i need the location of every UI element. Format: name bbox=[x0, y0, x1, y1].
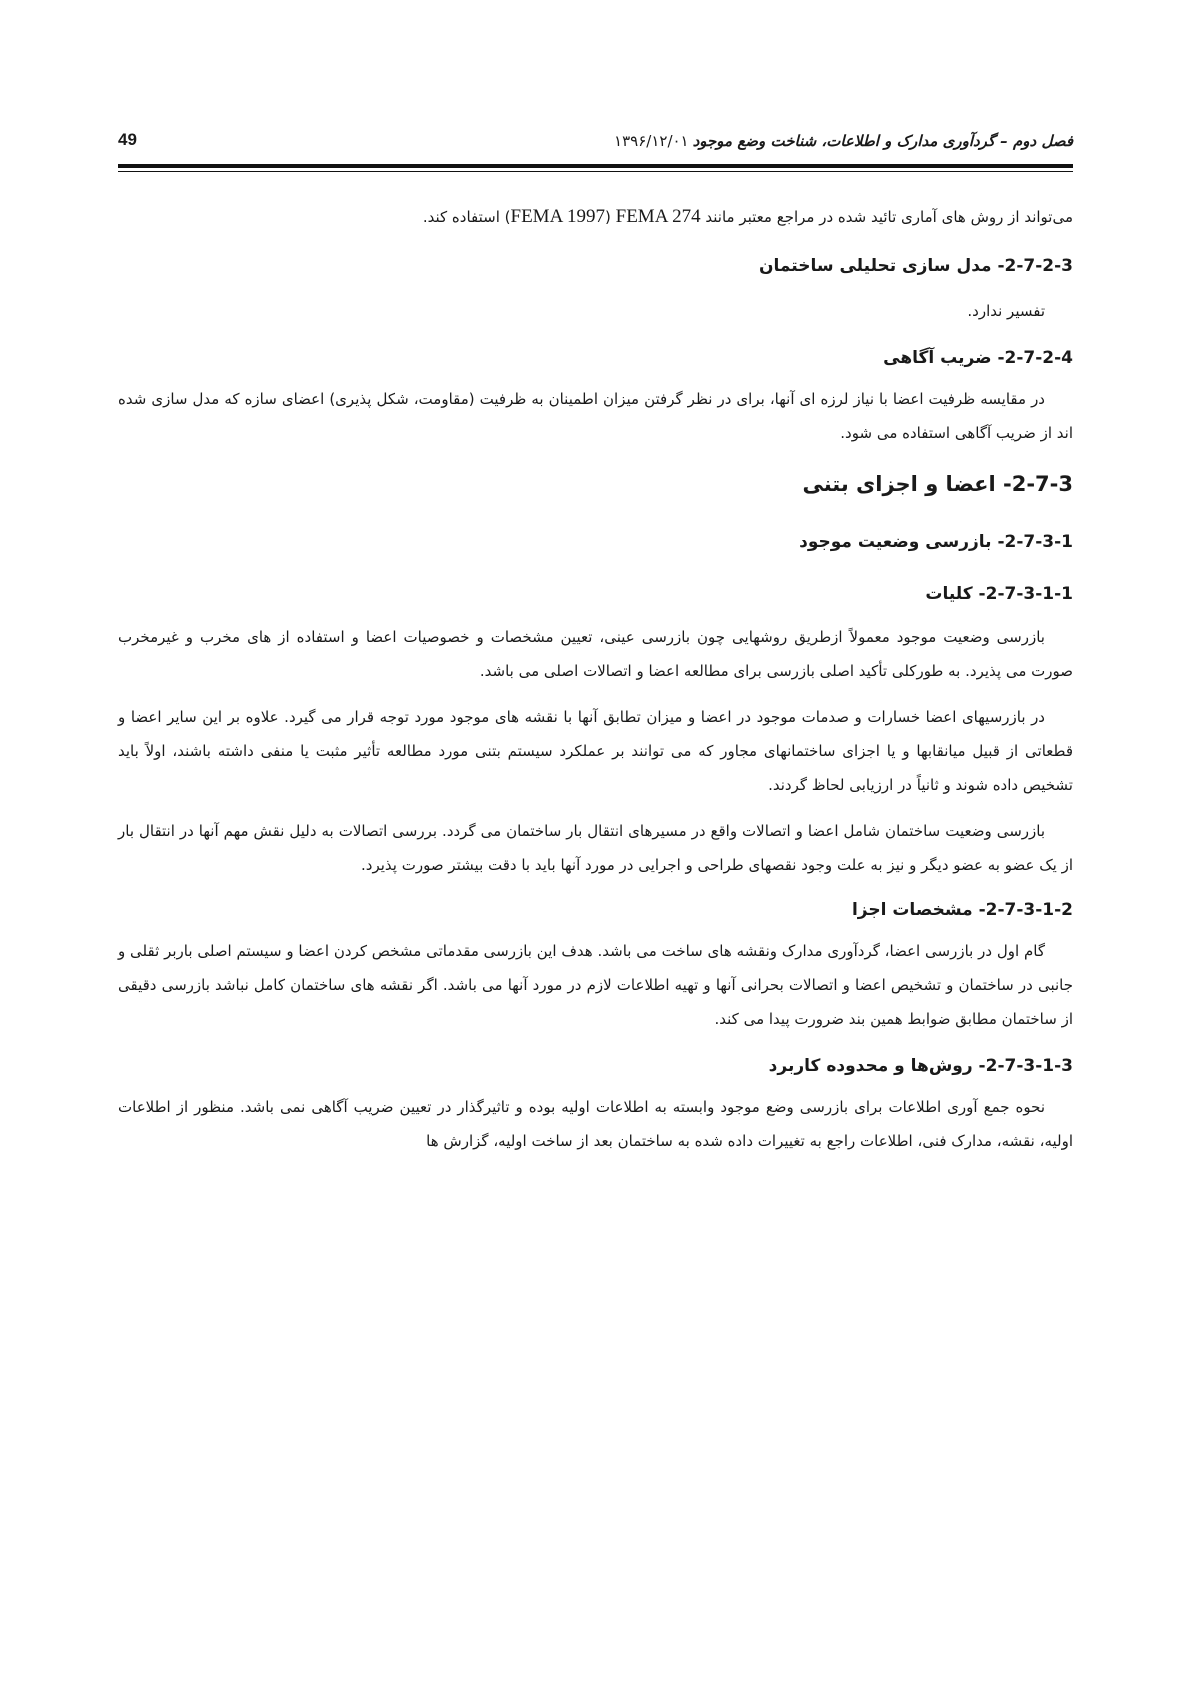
paragraph-inspection-methods: بازرسی وضعیت موجود معمولاً ازطریق روشهایی چون بازرسی عینی، تعیین مشخصات و خصوصیات اعضا و استفاده از های مخرب و غیرمخرب صورت می پذیرد. به طورکلی تأکید اصلی بازرسی برای مطالعه اعضا و اتصالات اصلی می باشد. bbox=[118, 628, 1073, 680]
fema-text-mid: ( bbox=[605, 208, 616, 226]
fema-274-reference: FEMA 274 bbox=[615, 206, 701, 227]
header-rule-thick bbox=[118, 164, 1073, 168]
fema-text-before: می‌تواند از روش های آماری تائید شده در مراجع معتبر مانند bbox=[700, 208, 1073, 226]
running-header bbox=[118, 128, 1073, 164]
heading-analytical-modeling: 2-7-2-3- مدل سازی تحلیلی ساختمان bbox=[758, 256, 1073, 276]
paragraph-connections: بازرسی وضعیت ساختمان شامل اعضا و اتصالات واقع در مسیرهای انتقال بار ساختمان می گردد. بررسی اتصالات به دلیل نقش مهم آنها در انتقال بار از یک عضو به عضو دیگر و نیز به علت وجود نقصهای طراحی و اجرایی در مورد آنها باید با دقت بیشتر صورت پذیرد. bbox=[118, 822, 1073, 874]
heading-general: 2-7-3-1-1- کلیات bbox=[925, 584, 1073, 604]
chapter-title bbox=[614, 132, 1073, 150]
page-number: 49 bbox=[118, 130, 137, 149]
heading-knowledge-factor: 2-7-2-4- ضریب آگاهی bbox=[883, 348, 1073, 368]
paragraph-fema-reference bbox=[118, 200, 1073, 234]
fema-1997-reference: FEMA 1997 bbox=[510, 206, 605, 227]
heading-component-properties: 2-7-3-1-2- مشخصات اجزا bbox=[851, 900, 1073, 920]
page-body bbox=[118, 200, 1073, 1158]
paragraph-first-step: گام اول در بازرسی اعضا، گردآوری مدارک ونقشه های ساخت می باشد. هدف این بازرسی مقدماتی مشخص کردن اعضا و سیستم اصلی باربر ثقلی و جانبی در ساختمان و تشخیص اعضا و اتصالات بحرانی آنها و تهیه اطلاعات لازم در مورد آنها می باشد. اگر نقشه های ساختمان کامل نباشد بازرسی دقیقی از ساختمان مطابق ضوابط همین بند ضرورت پیدا می کند. bbox=[118, 942, 1073, 1028]
heading-concrete-members: 2-7-3- اعضا و اجزای بتنی bbox=[802, 472, 1073, 496]
fema-text-after: ) استفاده کند. bbox=[422, 208, 511, 226]
chapter-title-text: فصل دوم – گردآوری مدارک و اطلاعات، شناخت وضع موجود bbox=[692, 132, 1073, 150]
paragraph-member-damage: در بازرسیهای اعضا خسارات و صدمات موجود در اعضا و میزان تطابق آنها با نقشه های موجود مورد توجه قرار می گیرد. علاوه بر این سایر اعضا و قطعاتی از قبیل میانقابها و یا اجزای ساختمانهای مجاور که می توانند بر عملکرد سیستم بتنی مورد مطالعه تأثیر مثبت یا منفی داشته باشند، اولاً باید تشخیص داده شوند و ثانیاً در ارزیابی لحاظ گردند. bbox=[118, 708, 1073, 794]
paragraph-no-commentary: تفسیر ندارد. bbox=[967, 302, 1045, 320]
chapter-date: ۱۳۹۶/۱۲/۰۱ bbox=[614, 132, 689, 150]
heading-methods-and-scope: 2-7-3-1-3- روش‌ها و محدوده کاربرد bbox=[768, 1056, 1073, 1076]
header-rule-thin bbox=[118, 171, 1073, 172]
paragraph-knowledge-factor: در مقایسه ظرفیت اعضا با نیاز لرزه ای آنها، برای در نظر گرفتن میزان اطمینان به ظرفیت (مقاومت، شکل پذیری) اعضای سازه که مدل سازی شده اند از ضریب آگاهی استفاده می شود. bbox=[118, 390, 1073, 442]
heading-existing-condition-inspection: 2-7-3-1- بازرسی وضعیت موجود bbox=[799, 532, 1073, 552]
paragraph-data-collection: نحوه جمع آوری اطلاعات برای بازرسی وضع موجود وابسته به اطلاعات اولیه بوده و تاثیرگذار در تعیین ضریب آگاهی نمی باشد. منظور از اطلاعات اولیه، نقشه، مدارک فنی، اطلاعات راجع به تغییرات داده شده به ساختمان بعد از ساخت اولیه، گزارش ها bbox=[118, 1098, 1073, 1150]
